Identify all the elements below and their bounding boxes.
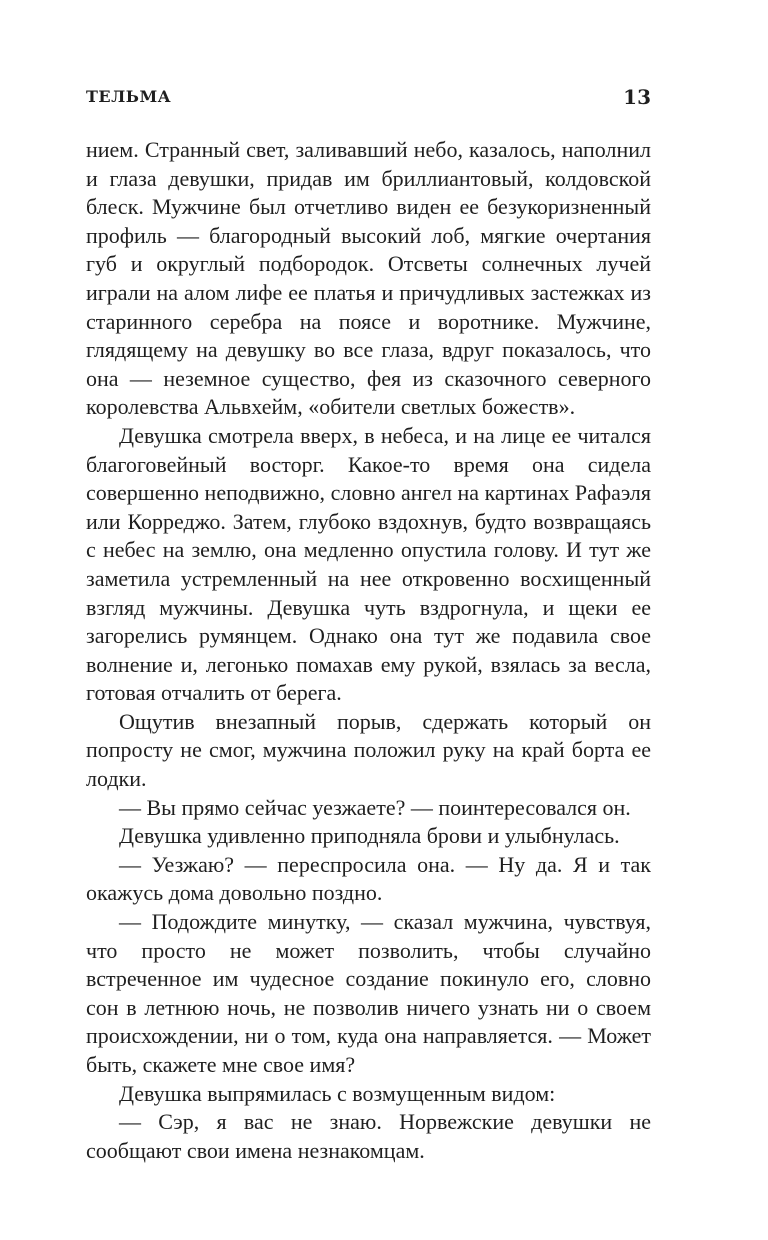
paragraph: Девушка выпрямилась с возмущенным видом: [119, 1080, 556, 1106]
book-title: ТЕЛЬМА [86, 87, 172, 106]
dialogue-line: — Вы прямо сейчас уезжаете? — поинтересовался он. [119, 794, 631, 820]
paragraph: нием. Странный свет, заливавший небо, казалось, наполнил и глаза девушки, придав им бриллиантовый, колдовской блеск. Мужчине был отчетливо виден ее безукоризненный профиль — благородный высокий лоб, мягкие очертания губ и округлый подбородок. Отсветы солнечных лучей играли на алом лифе ее платья и причудливых застежках из старинного серебра на поясе и воротнике. Мужчине, глядящему на девушку во все глаза, вдруг показалось, что она — неземное существо, фея из сказочного северного королевства Альвхейм, «обители светлых божеств». [86, 137, 651, 420]
running-header [86, 87, 651, 117]
dialogue-line: — Подождите минутку, — сказал мужчина, чувствуя, что просто не может позволить, чтобы случайно встреченное им чудесное создание покинуло его, словно сон в летнюю ночь, не позволив ничего узнать ни о своем происхождении, ни о том, куда она направляется. — Может быть, скажете мне свое имя? [86, 909, 651, 1077]
dialogue-line: — Уезжаю? — переспросила она. — Ну да. Я и так окажусь дома довольно поздно. [86, 851, 651, 906]
body-text [86, 136, 651, 1165]
page-number: 13 [623, 85, 651, 109]
paragraph: Ощутив внезапный порыв, сдержать который он попросту не смог, мужчина положил руку на край борта ее лодки. [86, 708, 651, 792]
paragraph: Девушка смотрела вверх, в небеса, и на лице ее читался благоговейный восторг. Какое-то время она сидела совершенно неподвижно, словно ангел на картинах Рафаэля или Корреджо. Затем, глубоко вздохнув, будто возвращаясь с небес на землю, она медленно опустила голову. И тут же заметила устремленный на нее откровенно восхищенный взгляд мужчины. Девушка чуть вздрогнула, и щеки ее загорелись румянцем. Однако она тут же подавила свое волнение и, легонько помахав ему рукой, взялась за весла, готовая отчалить от берега. [86, 422, 651, 706]
paragraph: Девушка удивленно приподняла брови и улыбнулась. [119, 823, 620, 849]
dialogue-line: — Сэр, я вас не знаю. Норвежские девушки не сообщают свои имена незнакомцам. [86, 1109, 651, 1163]
